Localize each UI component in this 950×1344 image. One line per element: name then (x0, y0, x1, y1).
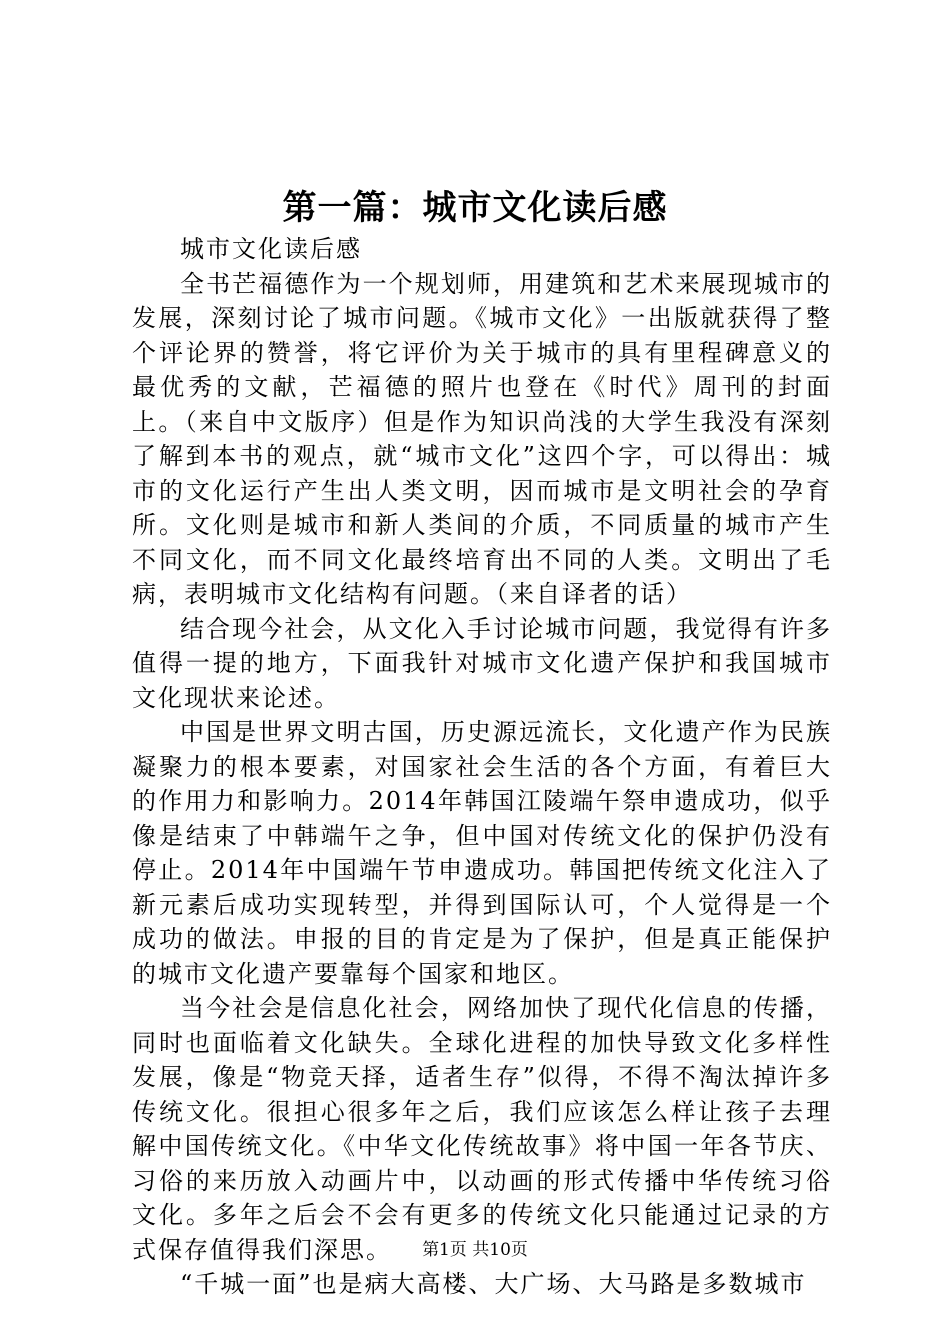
document-title: 第一篇：城市文化读后感 (282, 188, 668, 228)
page-footer: 第1页 共10页 (422, 1240, 528, 1260)
paragraph: “千城一面”也是病大高楼、大广场、大马路是多数城市 (180, 1270, 807, 1298)
paragraph: 中国是世界文明古国，历史源远流长，文化遗产作为民族凝聚力的根本要素，对国家社会生活的各个方面，有着巨大的作用力和影响力。2014年韩国江陵端午祭申遗成功，似乎像是结束了中韩端午之争，但中国对传统文化的保护仍没有停止。2014年中国端午节申遗成功。韩国把传统文化注入了新元素后成功实现转型，并得到国际认可，个人觉得是一个成功的做法。申报的目的肯定是为了保护，但是真正能保护的城市文化遗产要靠每个国家和地区。 (132, 718, 832, 988)
paragraph: 结合现今社会，从文化入手讨论城市问题，我觉得有许多值得一提的地方，下面我针对城市文化遗产保护和我国城市文化现状来论述。 (132, 614, 832, 712)
document-body (132, 232, 832, 1302)
paragraph: 当今社会是信息化社会，网络加快了现代化信息的传播，同时也面临着文化缺失。全球化进程的加快导致文化多样性发展，像是“物竞天择，适者生存”似得，不得不淘汰掉许多传统文化。很担心很多年之后，我们应该怎么样让孩子去理解中国传统文化。《中华文化传统故事》将中国一年各节庆、习俗的来历放入动画片中，以动画的形式传播中华传统习俗文化。多年之后会不会有更多的传统文化只能通过记录的方式保存值得我们深思。 (132, 994, 832, 1264)
paragraph: 城市文化读后感 (180, 235, 362, 263)
paragraph: 全书芒福德作为一个规划师，用建筑和艺术来展现城市的发展，深刻讨论了城市问题。《城市文化》一出版就获得了整个评论界的赞誉，将它评价为关于城市的具有里程碑意义的最优秀的文献，芒福德的照片也登在《时代》周刊的封面上。（来自中文版序）但是作为知识尚浅的大学生我没有深刻了解到本书的观点，就“城市文化”这四个字，可以得出：城市的文化运行产生出人类文明，因而城市是文明社会的孕育所。文化则是城市和新人类间的介质，不同质量的城市产生不同文化，而不同文化最终培育出不同的人类。文明出了毛病，表明城市文化结构有问题。（来自译者的话） (132, 269, 832, 608)
